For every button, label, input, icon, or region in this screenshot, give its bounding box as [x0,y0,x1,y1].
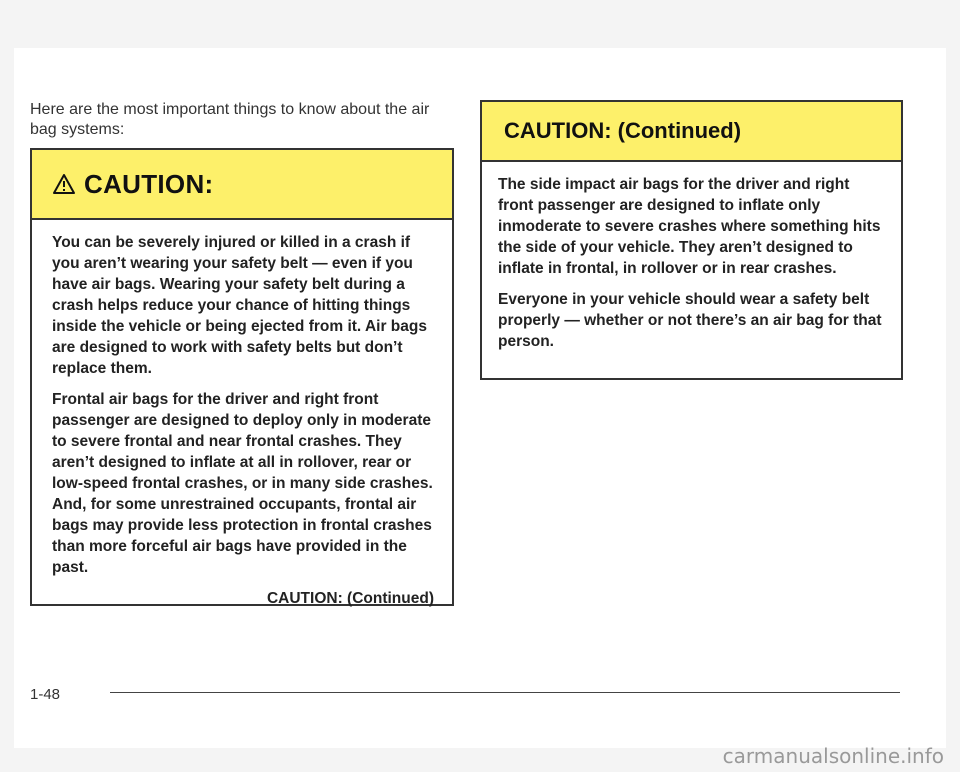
caution-right-paragraph-1: The side impact air bags for the driver and right front passenger are designed to inflate only inmoderate to severe crashes where something hits the side of your vehicle. They aren’t designed to inflate in frontal, in rollover or in rear crashes. [498,176,881,277]
caution-box-left [30,148,454,606]
warning-triangle-icon [52,173,76,195]
caution-header-right [482,102,901,162]
caution-right-paragraph-2: Everyone in your vehicle should wear a safety belt properly — whether or not there’s an air bag for that person. [498,291,882,350]
footer-rule [110,692,900,693]
caution-continued-label: CAUTION: (Continued) [266,590,434,607]
intro-text: Here are the most important things to know about the air bag systems: [30,101,430,138]
caution-left-paragraph-2: Frontal air bags for the driver and right front passenger are designed to deploy only in moderate to severe frontal and near frontal crashes. They aren’t designed to inflate at all in rollover, rear or low-speed frontal crashes, or in many side crashes. And, for some unrestrained occupants, frontal air bags may provide less protection in frontal crashes than more forceful air bags have provided in the past. [52,391,433,576]
page-number: 1-48 [30,686,61,703]
caution-heading-right: CAUTION: (Continued) [504,118,742,143]
caution-box-right [480,100,903,380]
caution-left-paragraph-1: You can be severely injured or killed in a crash if you aren’t wearing your safety belt — even if you have air bags. Wearing your safety belt during a crash helps reduce your chance of hitting things inside the vehicle or being ejected from it. Air bags are designed to work with safety belts but don’t replace them. [52,234,427,377]
caution-heading-left: CAUTION: [84,168,214,199]
caution-header-left [32,150,452,220]
watermark: carmanualsonline.info [722,744,944,768]
